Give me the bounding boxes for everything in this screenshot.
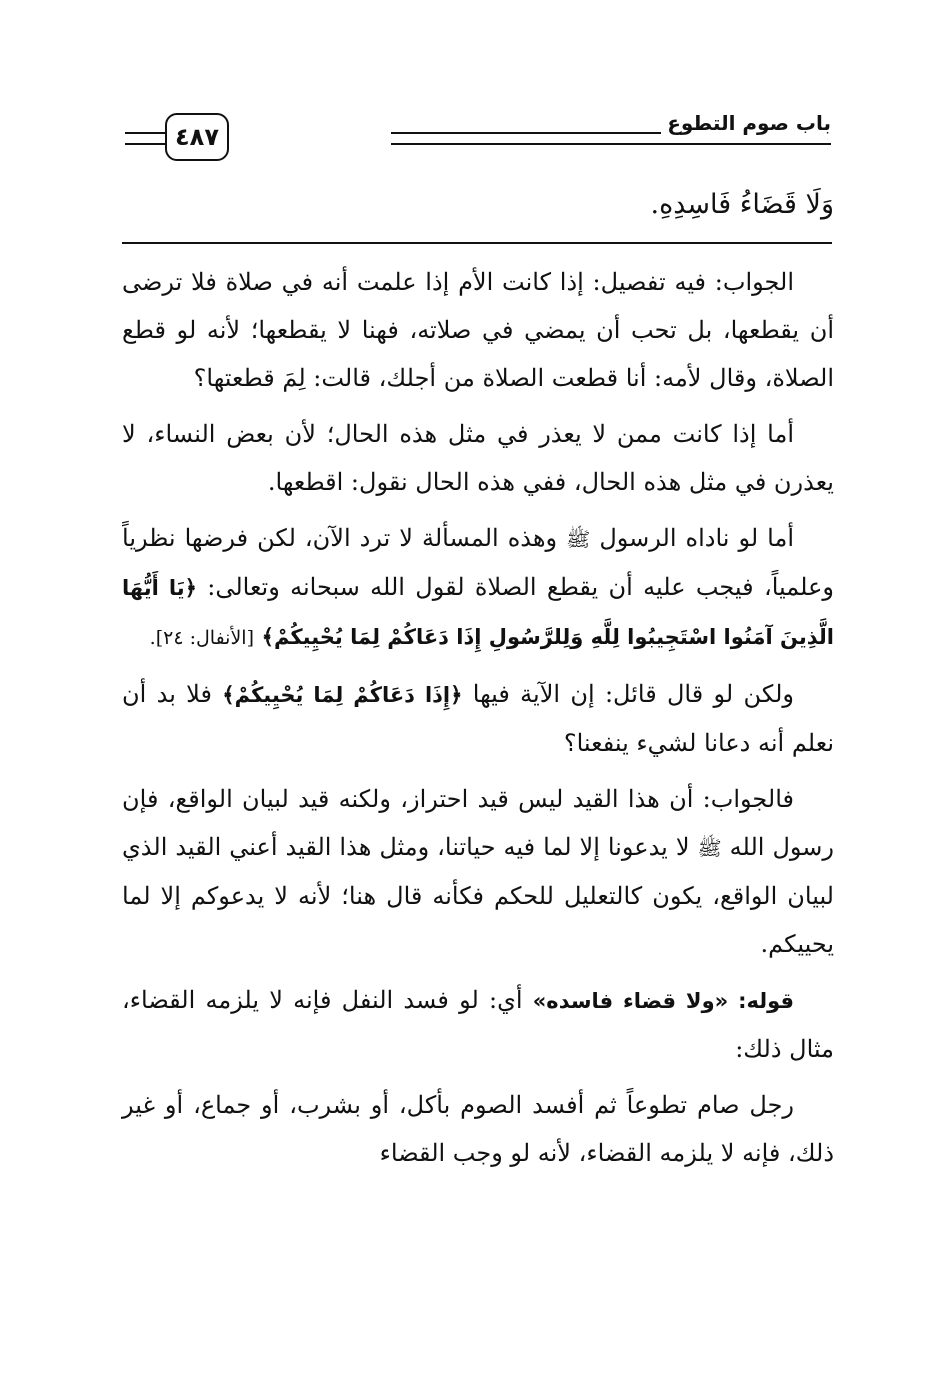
paragraph-3-text-b: وهذه المسألة لا ترد الآن، لكن فرضها نظرياً وعلمياً، فيجب عليه أن يقطع الصلاة لقول الله سبحانه وتعالى: — [122, 524, 834, 601]
quran-verse-excerpt: ﴿إِذَا دَعَاكُمْ لِمَا يُحْيِيكُمْ﴾ — [222, 683, 463, 707]
paragraph-3 — [122, 514, 834, 662]
matn-text: وَلَا قَضَاءُ فَاسِدِهِ. — [650, 189, 834, 220]
paragraph-6-text: أي: لو فسد النفل فإنه لا يلزمه القضاء، مثال ذلك: — [122, 986, 834, 1063]
paragraph-1: الجواب: فيه تفصيل: إذا كانت الأم إذا علمت أنه في صلاة فلا ترضى أن يقطعها، بل تحب أن يمضي في صلاته، فهنا لا يقطعها؛ لأنه لو قطع الصلاة، وقال لأمه: أنا قطعت الصلاة من أجلك، قالت: لِمَ قطعتها؟ — [122, 268, 834, 392]
header-rule-left — [125, 132, 165, 145]
quran-verse: ﴿يَا أَيُّهَا الَّذِينَ آمَنُوا اسْتَجِيبُوا لِلَّهِ وَلِلرَّسُولِ إِذَا دَعَاكُمْ لِمَا يُحْيِيكُمْ﴾ — [122, 576, 834, 649]
quote-label: قوله: «ولا قضاء فاسده» — [532, 989, 794, 1013]
running-title: باب صوم التطوع — [661, 112, 831, 134]
paragraph-4-text-a: ولكن لو قال قائل: إن الآية فيها — [472, 680, 794, 708]
salawat-seal: ﷺ — [566, 527, 591, 551]
paragraph-5-text-b: لا يدعونا إلا لما فيه حياتنا، ومثل هذا القيد أعني القيد الذي لبيان الواقع، يكون كالتعليل للحكم فكأنه قال هنا؛ لأنه لا يدعوكم إلا لما يحييكم. — [122, 833, 834, 958]
paragraph-2: أما إذا كانت ممن لا يعذر في مثل هذه الحال؛ لأن بعض النساء، لا يعذرن في مثل هذه الحال، ففي هذه الحال نقول: اقطعها. — [122, 420, 834, 496]
salawat-seal: ﷺ — [697, 836, 722, 860]
paragraph-4-text-b: فلا بد أن نعلم أنه دعانا لشيء ينفعنا؟ — [122, 680, 834, 757]
page-header — [125, 112, 831, 162]
paragraph-6 — [122, 976, 834, 1073]
commentary-body — [122, 258, 834, 1177]
paragraph-3-text-a: أما لو ناداه الرسول — [599, 524, 794, 552]
page-number: ٤٨٧ — [165, 113, 229, 161]
paragraph-5-text-a: فالجواب: أن هذا القيد ليس قيد احتراز، ولكنه قيد لبيان الواقع، فإن رسول الله — [122, 785, 834, 861]
matn-divider — [122, 242, 832, 244]
paragraph-7: رجل صام تطوعاً ثم أفسد الصوم بأكل، أو بشرب، أو جماع، أو غير ذلك، فإنه لا يلزمه القضاء، لأنه لو وجب القضاء — [122, 1091, 834, 1167]
paragraph-5 — [122, 775, 834, 968]
paragraph-4 — [122, 670, 834, 767]
verse-reference: [الأنفال: ٢٤]. — [149, 627, 254, 649]
